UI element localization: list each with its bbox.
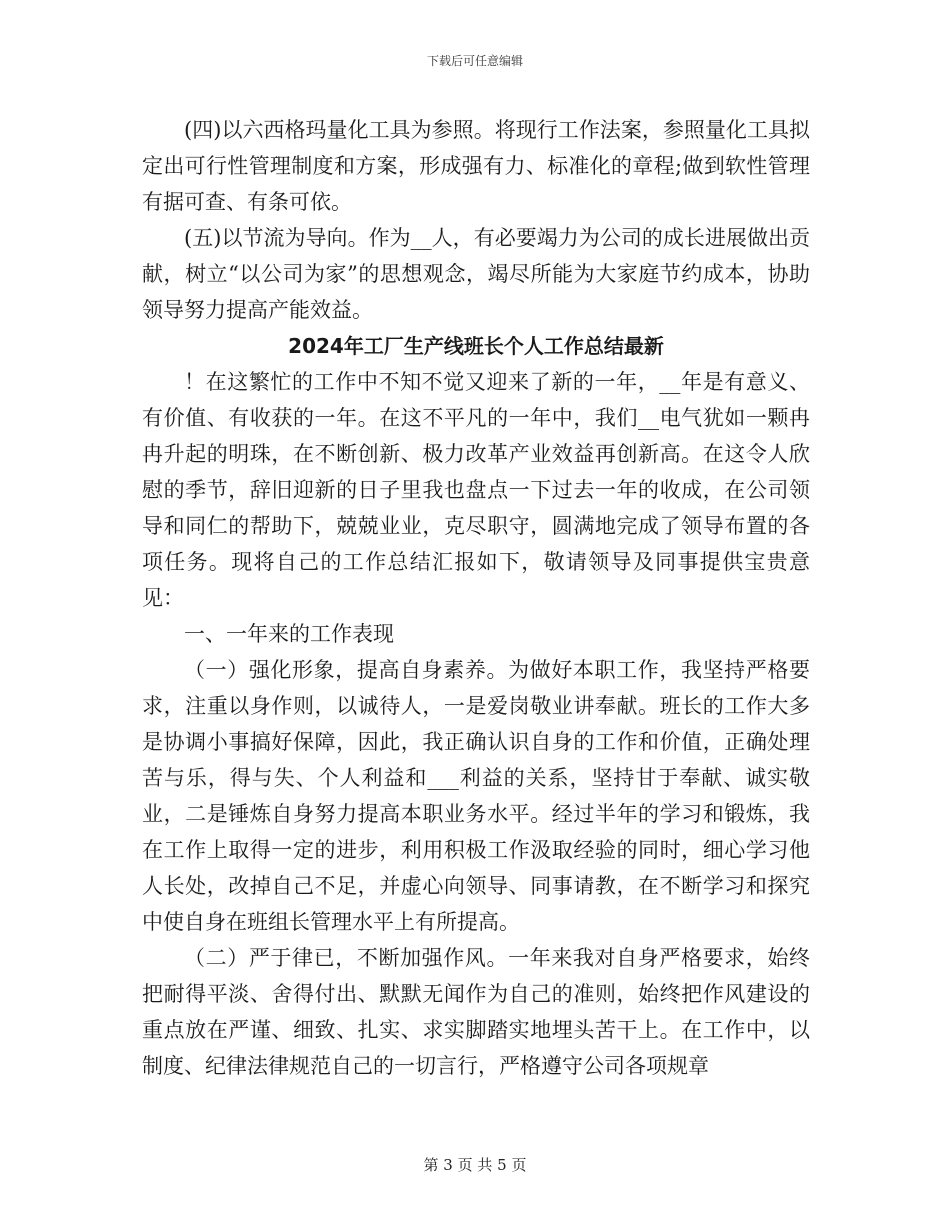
paragraph-section-1-2: （二）严于律已，不断加强作风。一年来我对自身严格要求，始终把耐得平淡、舍得付出、默默无闻作为自己的准则，始终把作风建设的重点放在严谨、细致、扎实、求实脚踏实地埋头苦干上。在工作中，以制度、纪律法律规范自己的一切言行，严格遵守公司各项规章	[142, 946, 810, 1078]
paragraph-5: (五)以节流为导向。作为__人，有必要竭力为公司的成长进展做出贡献，树立“以公司为家”的思想观念，竭尽所能为大家庭节约成本，协助领导努力提高产能效益。	[142, 226, 810, 322]
page-footer: 第 3 页 共 5 页	[423, 1156, 527, 1174]
page-header: 下载后可任意编辑	[426, 54, 523, 68]
document-body	[142, 112, 810, 1084]
paragraph-4: (四)以六西格玛量化工具为参照。将现行工作法案，参照量化工具拟定出可行性管理制度和方案，形成强有力、标准化的章程;做到软性管理有据可查、有条可依。	[142, 118, 810, 214]
document-title: 2024年工厂生产线班长个人工作总结最新	[288, 334, 664, 358]
paragraph-section-1-1: （一）强化形象，提高自身素养。为做好本职工作，我坚持严格要求，注重以身作则，以诚待人，一是爱岗敬业讲奉献。班长的工作大多是协调小事搞好保障，因此，我正确认识自身的工作和价值，正确处理苦与乐，得与失、个人利益和___利益的关系，坚持甘于奉献、诚实敬业，二是锤炼自身努力提高本职业务水平。经过半年的学习和锻炼，我在工作上取得一定的进步，利用积极工作汲取经验的同时，细心学习他人长处，改掉自己不足，并虚心向领导、同事请教，在不断学习和探究中使自身在班组长管理水平上有所提高。	[142, 658, 810, 934]
intro-paragraph: ！在这繁忙的工作中不知不觉又迎来了新的一年，__年是有意义、有价值、有收获的一年。在这不平凡的一年中，我们__电气犹如一颗冉冉升起的明珠，在不断创新、极力改革产业效益再创新高。在这令人欣慰的季节，辞旧迎新的日子里我也盘点一下过去一年的收成，在公司领导和同仁的帮助下，兢兢业业，克尽职守，圆满地完成了领导布置的各项任务。现将自己的工作总结汇报如下，敬请领导及同事提供宝贵意见：	[142, 370, 810, 610]
section-heading-1: 一、一年来的工作表现	[184, 622, 394, 646]
